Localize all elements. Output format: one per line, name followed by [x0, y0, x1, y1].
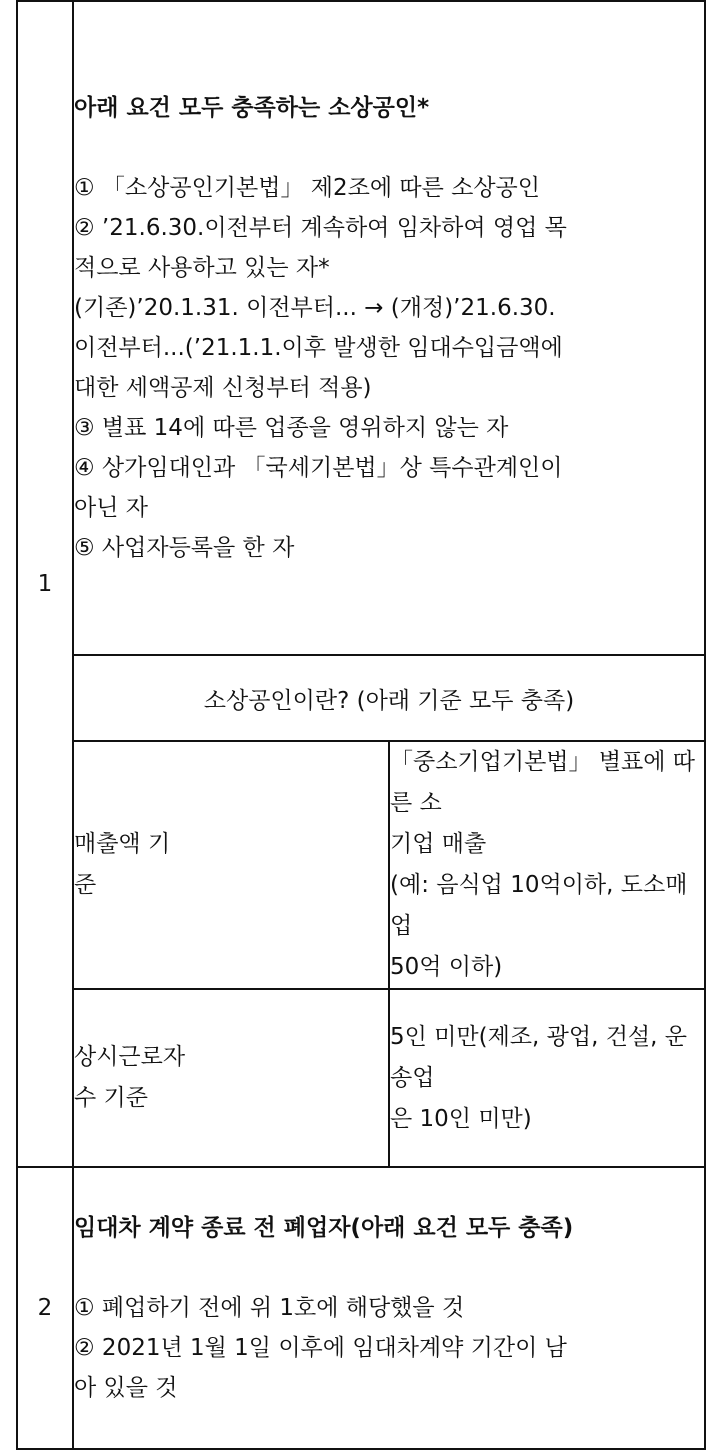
criteria-label-line: 매출액 기 [74, 831, 171, 857]
requirement-line: ④ 상가임대인과 「국세기본법」상 특수관계인이 [74, 455, 563, 481]
requirement-line: 이전부터...(’21.1.1.이후 발생한 임대수입금액에 [74, 335, 563, 361]
requirement-line: ② 2021년 1월 1일 이후에 임대차계약 기간이 남 [74, 1335, 567, 1361]
eligibility-table [16, 0, 706, 1450]
requirement-line: ③ 별표 14에 따른 업종을 영위하지 않는 자 [74, 415, 509, 441]
criteria-value-employees [389, 989, 705, 1167]
criteria-label-line: 상시근로자 [74, 1044, 186, 1070]
requirement-line: ① 「소상공인기본법」 제2조에 따른 소상공인 [74, 175, 540, 201]
criteria-value-line: 기업 매출 [390, 831, 487, 857]
criteria-label-line: 준 [74, 872, 97, 898]
requirement-title: 임대차 계약 종료 전 폐업자(아래 요건 모두 충족) [74, 1215, 574, 1241]
requirement-line: 대한 세액공제 신청부터 적용) [74, 375, 372, 401]
requirement-line: 적으로 사용하고 있는 자* [74, 255, 330, 281]
requirement-line: (기존)’20.1.31. 이전부터... → (개정)’21.6.30. [74, 295, 556, 321]
requirement-line: 아 있을 것 [74, 1375, 178, 1401]
requirement-cell [73, 1, 705, 655]
row-number: 1 [17, 1, 73, 1167]
requirement-cell [73, 1167, 705, 1449]
criteria-value-line: 5인 미만(제조, 광업, 건설, 운송업 [390, 1023, 687, 1091]
criteria-label-employees [73, 989, 389, 1167]
requirement-title: 아래 요건 모두 충족하는 소상공인* [74, 95, 430, 121]
row-number: 2 [17, 1167, 73, 1449]
requirement-line: 아닌 자 [74, 495, 148, 521]
criteria-value-line: 「중소기업기본법」 별표에 따른 소 [390, 749, 696, 816]
criteria-value-line: 은 10인 미만) [390, 1105, 532, 1132]
small-business-definition-header: 소상공인이란? (아래 기준 모두 충족) [73, 655, 705, 741]
criteria-value-sales [389, 741, 705, 989]
criteria-value-line: (예: 음식업 10억이하, 도소매업 [390, 872, 688, 939]
criteria-label-line: 수 기준 [74, 1085, 148, 1111]
requirement-line: ① 폐업하기 전에 위 1호에 해당했을 것 [74, 1295, 465, 1321]
requirement-line: ⑤ 사업자등록을 한 자 [74, 535, 295, 561]
criteria-label-sales [73, 741, 389, 989]
criteria-value-line: 50억 이하) [390, 954, 503, 980]
requirement-line: ② ’21.6.30.이전부터 계속하여 임차하여 영업 목 [74, 215, 567, 241]
